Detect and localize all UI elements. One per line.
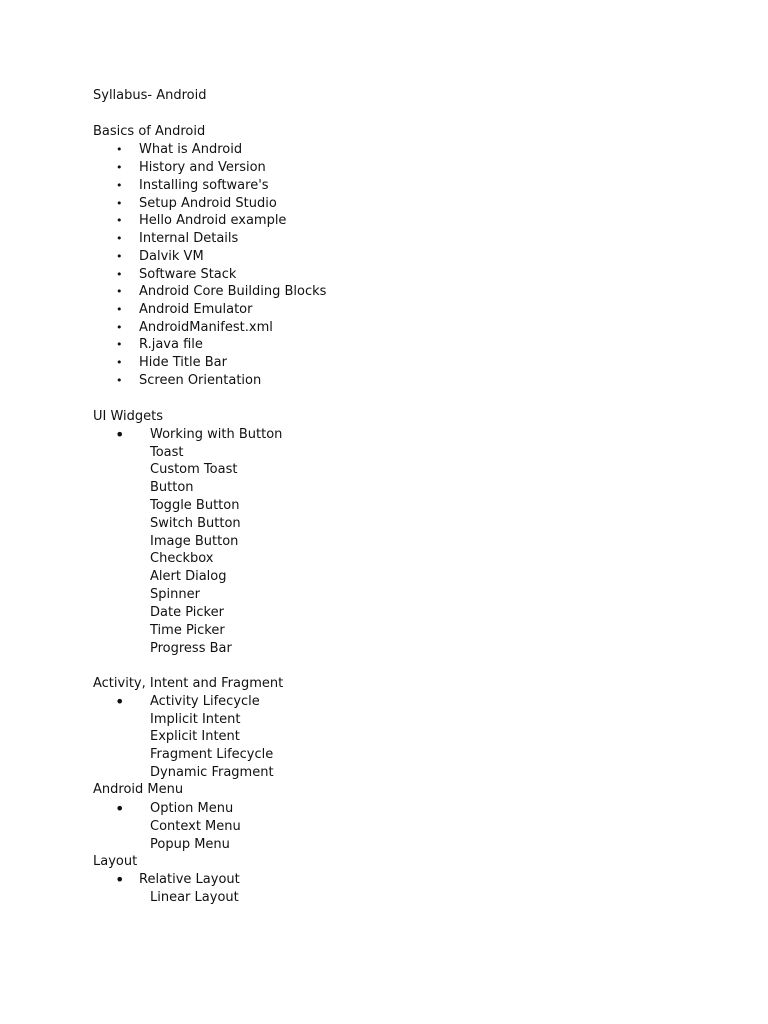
list-item: Option Menu <box>150 801 234 816</box>
bullet-icon: • <box>116 179 123 192</box>
list-item: Installing software's <box>139 178 269 193</box>
bullet-icon: • <box>115 799 125 818</box>
list-item: Toast <box>150 445 184 460</box>
bullet-icon: • <box>116 356 123 369</box>
list-item: Image Button <box>150 534 239 549</box>
bullet-icon: • <box>116 232 123 245</box>
section-heading-activity: Activity, Intent and Fragment <box>93 676 284 691</box>
list-item: Relative Layout <box>139 872 240 887</box>
bullet-icon: • <box>116 143 123 156</box>
list-item: Android Core Building Blocks <box>139 284 327 299</box>
bullet-icon: • <box>116 285 123 298</box>
list-item: What is Android <box>139 142 243 157</box>
list-item: Progress Bar <box>150 641 232 656</box>
list-item: Setup Android Studio <box>139 196 277 211</box>
list-item: Dynamic Fragment <box>150 765 274 780</box>
list-item: Context Menu <box>150 819 241 834</box>
list-item: Dalvik VM <box>139 249 204 264</box>
bullet-icon: • <box>116 321 123 334</box>
list-item: Hello Android example <box>139 213 287 228</box>
list-item: Implicit Intent <box>150 712 241 727</box>
list-item: Internal Details <box>139 231 239 246</box>
bullet-icon: • <box>116 268 123 281</box>
bullet-icon: • <box>115 870 125 889</box>
bullet-icon: • <box>116 250 123 263</box>
list-item: Button <box>150 480 194 495</box>
list-item: Switch Button <box>150 516 241 531</box>
bullet-icon: • <box>116 214 123 227</box>
list-item: Hide Title Bar <box>139 355 227 370</box>
section-heading-basics: Basics of Android <box>93 124 206 139</box>
bullet-icon: • <box>116 303 123 316</box>
bullet-icon: • <box>116 161 123 174</box>
bullet-icon: • <box>115 692 125 711</box>
bullet-icon: • <box>116 338 123 351</box>
list-item: Popup Menu <box>150 837 230 852</box>
section-heading-menu: Android Menu <box>93 782 184 797</box>
list-item: Android Emulator <box>139 302 253 317</box>
list-item: Spinner <box>150 587 200 602</box>
list-item: Time Picker <box>150 623 225 638</box>
list-item: Checkbox <box>150 551 214 566</box>
list-item: Custom Toast <box>150 462 238 477</box>
section-heading-layout: Layout <box>93 854 138 869</box>
list-item: History and Version <box>139 160 266 175</box>
list-item: Linear Layout <box>150 890 239 905</box>
bullet-icon: • <box>116 374 123 387</box>
list-item: Screen Orientation <box>139 373 262 388</box>
list-item: Date Picker <box>150 605 224 620</box>
list-item: Explicit Intent <box>150 729 240 744</box>
list-item: Activity Lifecycle <box>150 694 260 709</box>
list-item: AndroidManifest.xml <box>139 320 273 335</box>
list-item: Alert Dialog <box>150 569 227 584</box>
list-item: Working with Button <box>150 427 283 442</box>
list-item: Software Stack <box>139 267 237 282</box>
section-heading-ui-widgets: UI Widgets <box>93 409 164 424</box>
list-item: Fragment Lifecycle <box>150 747 274 762</box>
list-item: R.java file <box>139 337 203 352</box>
bullet-icon: • <box>115 425 125 444</box>
bullet-icon: • <box>116 197 123 210</box>
list-item: Toggle Button <box>150 498 240 513</box>
document-title: Syllabus- Android <box>93 88 207 103</box>
